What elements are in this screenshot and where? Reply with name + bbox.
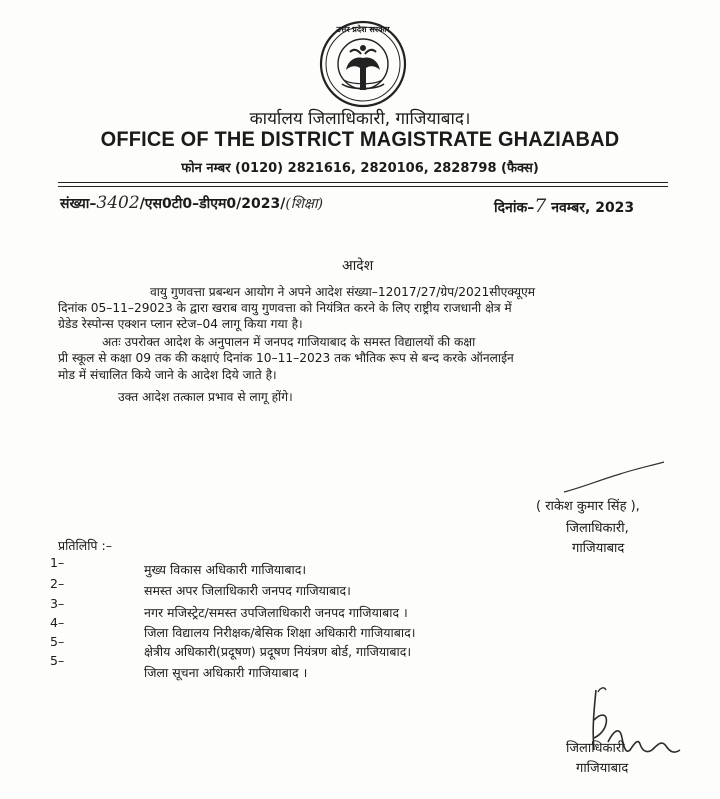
signatory-name: ( राकेश कुमार सिंह ), <box>536 499 640 514</box>
copy-item-text: जिला विद्यालय निरीक्षक/बेसिक शिक्षा अधिकारी गाजियाबाद। <box>144 625 416 640</box>
order-title: आदेश <box>342 258 374 274</box>
office-title-hindi: कार्यालय जिलाधिकारी, गाजियाबाद। <box>249 109 471 129</box>
handwritten-section: (शिक्षा) <box>285 196 324 212</box>
copy-item-text: मुख्य विकास अधिकारी गाजियाबाद। <box>144 562 307 577</box>
copy-item-number: 5– <box>50 653 65 668</box>
order-date <box>494 195 634 217</box>
copy-item-number: 4– <box>50 615 65 630</box>
copies-heading: प्रतिलिपि :– <box>58 538 112 553</box>
header-rule-bottom <box>58 186 668 187</box>
order-line-7: उक्त आदेश तत्काल प्रभाव से लागू होंगे। <box>118 390 293 404</box>
emblem-text: उत्तर प्रदेश सरकार <box>336 25 390 34</box>
order-line-4: अतः उपरोक्त आदेश के अनुपालन में जनपद गाजियाबाद के समस्त विद्यालयों की कक्षा <box>102 335 476 349</box>
copy-item-text: समस्त अपर जिलाधिकारी जनपद गाजियाबाद। <box>144 583 351 598</box>
reference-code: /एस0टी0–डीएम0/2023/ <box>139 196 286 212</box>
copy-item-text: नगर मजिस्ट्रेट/समस्त उपजिलाधिकारी जनपद गाजियाबाद । <box>144 605 408 620</box>
reference-number <box>60 193 323 213</box>
copy-item-text: क्षेत्रीय अधिकारी(प्रदूषण) प्रदूषण नियंत्रण बोर्ड, गाजियाबाद। <box>144 644 412 659</box>
stamp-place: गाजियाबाद <box>576 761 629 776</box>
copy-item-number: 2– <box>50 576 65 591</box>
handwritten-dispatch-number: 3402 <box>96 193 140 213</box>
order-line-6: मोड में संचालित किये जाने के आदेश दिये जाते है। <box>58 368 277 382</box>
header-rule-top <box>58 182 668 183</box>
signatory-place: गाजियाबाद <box>572 541 625 556</box>
order-line-1: वायु गुणवत्ता प्रबन्धन आयोग ने अपने आदेश संख्या–12017/27/ग्रेप/2021सीएक्यूएम <box>150 285 536 299</box>
order-line-2: दिनांक 05–11–29023 के द्वारा खराब वायु गुणवत्ता को नियंत्रित करने के लिए राष्ट्रीय राजधानी क्षेत्र में <box>58 301 512 315</box>
office-title-english: OFFICE OF THE DISTRICT MAGISTRATE GHAZIABAD <box>100 128 620 151</box>
date-label: दिनांक– <box>494 200 535 216</box>
signatory-designation: जिलाधिकारी, <box>566 521 629 536</box>
handwritten-date-day: 7 <box>534 195 547 217</box>
order-line-5: प्री स्कूल से कक्षा 09 तक की कक्षाएं दिनांक 10–11–2023 तक भौतिक रूप से बन्द करके ऑनलाईन <box>58 351 514 365</box>
copy-item-number: 3– <box>50 596 65 611</box>
copy-item-number: 1– <box>50 555 65 570</box>
signature-scribble <box>560 458 670 498</box>
stamp-designation: जिलाधिकारी <box>566 741 625 756</box>
copy-item-number: 5– <box>50 634 65 649</box>
office-phone: फोन नम्बर (0120) 2821616, 2820106, 2828798 (फैक्स) <box>181 161 539 176</box>
copy-item-text: जिला सूचना अधिकारी गाजियाबाद । <box>144 665 308 680</box>
date-month-year: नवम्बर, 2023 <box>551 200 635 216</box>
order-line-3: ग्रेडेड रेस्पोन्स एक्शन प्लान स्टेज–04 लागू किया गया है। <box>58 317 303 331</box>
reference-label: संख्या– <box>60 196 97 212</box>
